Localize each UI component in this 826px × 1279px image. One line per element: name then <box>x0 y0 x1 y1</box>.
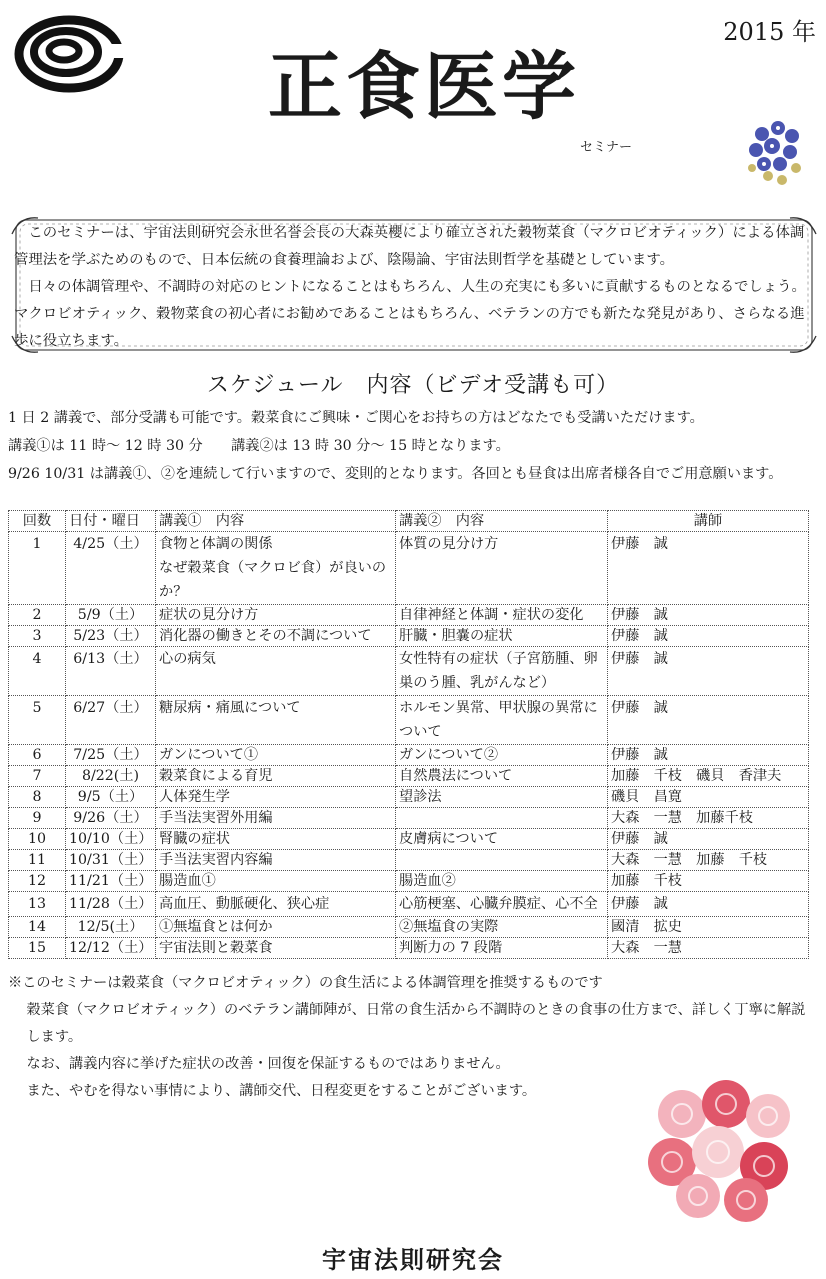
cell-line: 心の病気 <box>159 651 216 667</box>
cell-line: 女性特有の症状（子宮筋腫、卵巣のう腫、乳がんなど） <box>399 651 598 691</box>
schedule-body <box>9 532 809 959</box>
row-teacher: 伊藤 誠 <box>608 745 809 766</box>
organization-name: 宇宙法則研究会 <box>322 1245 504 1274</box>
schedule-note: 講義①は 11 時～ 12 時 30 分 講義②は 13 時 30 分～ 15 時となります。 <box>8 438 510 454</box>
row-date: 9/5（土） <box>66 787 156 808</box>
row-number: 15 <box>9 938 66 959</box>
row-number: 8 <box>9 787 66 808</box>
table-row <box>9 605 809 626</box>
cell-line: 肝臓・胆嚢の症状 <box>399 628 513 644</box>
row-number: 2 <box>9 605 66 626</box>
row-date: 12/12（土） <box>66 938 156 959</box>
cell-line: ガンについて① <box>159 747 259 763</box>
row-number: 6 <box>9 745 66 766</box>
row-number: 1 <box>9 532 66 605</box>
cell-line: 高血圧、動脈硬化、狭心症 <box>159 896 330 912</box>
row-teacher: 伊藤 誠 <box>608 532 809 605</box>
cell-line: 腸造血② <box>399 873 456 889</box>
cell-line: ②無塩食の実際 <box>399 919 499 935</box>
row-lecture-1 <box>156 917 396 938</box>
row-date: 6/27（土） <box>66 696 156 745</box>
row-date: 12/5(土） <box>66 917 156 938</box>
row-number: 13 <box>9 892 66 917</box>
cell-line: 消化器の働きとその不調について <box>159 628 372 644</box>
row-teacher: 伊藤 誠 <box>608 626 809 647</box>
row-lecture-1 <box>156 787 396 808</box>
row-date: 4/25（土） <box>66 532 156 605</box>
year-label: 2015 年 <box>723 18 816 46</box>
row-lecture-1 <box>156 626 396 647</box>
row-teacher: 伊藤 誠 <box>608 647 809 696</box>
table-row <box>9 647 809 696</box>
row-lecture-1 <box>156 892 396 917</box>
cell-line: 腸造血① <box>159 873 216 889</box>
row-teacher: 磯貝 昌寛 <box>608 787 809 808</box>
row-lecture-2 <box>396 605 608 626</box>
column-header: 日付・曜日 <box>66 511 156 532</box>
row-number: 12 <box>9 871 66 892</box>
row-lecture-2 <box>396 829 608 850</box>
schedule-heading: スケジュール 内容（ビデオ受講も可） <box>206 373 620 398</box>
cell-line: ガンについて② <box>399 747 499 763</box>
row-teacher: 加藤 千枝 磯貝 香津夫 <box>608 766 809 787</box>
cell-line: ホルモン異常、甲状腺の異常について <box>399 700 598 740</box>
row-date: 6/13（土） <box>66 647 156 696</box>
rose-bouquet-icon <box>642 1074 808 1224</box>
row-lecture-2 <box>396 745 608 766</box>
cell-line: 自然農法について <box>399 768 513 784</box>
cell-line: 腎臓の症状 <box>159 831 230 847</box>
cell-line: 宇宙法則と穀菜食 <box>159 940 273 956</box>
cell-line: 手当法実習外用編 <box>159 810 273 826</box>
row-date: 11/21（土） <box>66 871 156 892</box>
row-date: 8/22(土) <box>66 766 156 787</box>
row-lecture-2 <box>396 871 608 892</box>
page-subtitle: セミナー <box>580 140 633 155</box>
cell-line: 穀菜食による育児 <box>159 768 273 784</box>
row-lecture-1 <box>156 871 396 892</box>
row-lecture-2 <box>396 787 608 808</box>
footnote: ※このセミナーは穀菜食（マクロビオティック）の食生活による体調管理を推奨するものです <box>8 975 603 991</box>
row-teacher: 大森 一慧 <box>608 938 809 959</box>
row-date: 5/9（土） <box>66 605 156 626</box>
table-row <box>9 766 809 787</box>
row-teacher: 伊藤 誠 <box>608 829 809 850</box>
row-lecture-1 <box>156 850 396 871</box>
table-row <box>9 938 809 959</box>
row-date: 10/31（土） <box>66 850 156 871</box>
row-number: 10 <box>9 829 66 850</box>
row-number: 11 <box>9 850 66 871</box>
row-number: 3 <box>9 626 66 647</box>
row-lecture-2 <box>396 647 608 696</box>
table-row <box>9 829 809 850</box>
row-number: 14 <box>9 917 66 938</box>
row-lecture-2 <box>396 938 608 959</box>
row-lecture-1 <box>156 532 396 605</box>
cell-line: 自律神経と体調・症状の変化 <box>399 607 584 623</box>
row-lecture-2 <box>396 892 608 917</box>
cell-line: 食物と体調の関係 <box>159 536 273 552</box>
cell-line: 糖尿病・痛風について <box>159 700 301 716</box>
cell-line: 手当法実習内容編 <box>159 852 273 868</box>
row-lecture-2 <box>396 917 608 938</box>
table-row <box>9 745 809 766</box>
row-date: 11/28（土） <box>66 892 156 917</box>
footnote: なお、講義内容に挙げた症状の改善・回復を保証するものではありません。 <box>26 1056 510 1072</box>
row-date: 7/25（土） <box>66 745 156 766</box>
row-date: 5/23（土） <box>66 626 156 647</box>
page-title: 正食医学 <box>268 44 580 130</box>
table-row <box>9 871 809 892</box>
table-row <box>9 808 809 829</box>
footnote: また、やむを得ない事情により、講師交代、日程変更をすることがございます。 <box>26 1083 537 1099</box>
column-header: 講義② 内容 <box>396 511 608 532</box>
spiral-logo-icon <box>14 14 124 94</box>
row-lecture-1 <box>156 647 396 696</box>
table-row <box>9 892 809 917</box>
footnote: 穀菜食（マクロビオティック）のベテラン講師陣が、日常の食生活から不調時のときの食事の仕方まで、詳しく丁寧に解説します。 <box>26 1002 806 1045</box>
schedule-note: 1 日 2 講義で、部分受講も可能です。穀菜食にご興味・ご関心をお持ちの方はどなたでも受講いただけます。 <box>8 410 704 426</box>
table-header-row <box>9 511 809 532</box>
row-lecture-1 <box>156 766 396 787</box>
row-teacher: 加藤 千枝 <box>608 871 809 892</box>
hydrangea-icon <box>742 118 808 190</box>
column-header: 講師 <box>608 511 809 532</box>
row-teacher: 大森 一慧 加藤 千枝 <box>608 850 809 871</box>
cell-line: 症状の見分け方 <box>159 607 259 623</box>
row-lecture-1 <box>156 745 396 766</box>
row-teacher: 伊藤 誠 <box>608 605 809 626</box>
row-date: 9/26（土） <box>66 808 156 829</box>
cell-line: 望診法 <box>399 789 442 805</box>
table-row <box>9 850 809 871</box>
row-teacher: 伊藤 誠 <box>608 696 809 745</box>
row-lecture-1 <box>156 829 396 850</box>
intro-paragraph-1: このセミナーは、宇宙法則研究会永世名誉会長の大森英櫻により確立された穀物菜食（マクロビオティック）による体調管理法を学ぶためのもので、日本伝統の食養理論および、陰陽論、宇宙法則哲学を基礎としています。 <box>14 225 805 268</box>
row-lecture-1 <box>156 938 396 959</box>
table-row <box>9 917 809 938</box>
row-lecture-1 <box>156 808 396 829</box>
row-lecture-1 <box>156 605 396 626</box>
row-teacher: 大森 一慧 加藤千枝 <box>608 808 809 829</box>
row-lecture-1 <box>156 696 396 745</box>
cell-line: ①無塩食とは何か <box>159 919 273 935</box>
schedule-table <box>8 510 809 959</box>
row-number: 5 <box>9 696 66 745</box>
row-lecture-2 <box>396 808 608 829</box>
row-lecture-2 <box>396 532 608 605</box>
row-date: 10/10（土） <box>66 829 156 850</box>
schedule-notes <box>8 404 818 488</box>
table-row <box>9 696 809 745</box>
schedule-note: 9/26 10/31 は講義①、②を連続して行いますので、変則的となります。各回とも昼食は出席者様各自でご用意願います。 <box>8 466 783 482</box>
cell-line: 体質の見分け方 <box>399 536 499 552</box>
row-lecture-2 <box>396 696 608 745</box>
table-row <box>9 626 809 647</box>
cell-line: 心筋梗塞、心臓弁膜症、心不全 <box>399 896 598 912</box>
row-teacher: 伊藤 誠 <box>608 892 809 917</box>
intro-paragraph-2: 日々の体調管理や、不調時の対応のヒントになることはもちろん、人生の充実にも多いに貢献するものとなるでしょう。 マクロビオティック、穀物菜食の初心者にお勧めであることはもちろん、ベテランの方でも新たな発見があり、さらなる進歩に役立ちます。 <box>14 279 814 349</box>
table-row <box>9 532 809 605</box>
row-number: 4 <box>9 647 66 696</box>
row-lecture-2 <box>396 626 608 647</box>
column-header: 回数 <box>9 511 66 532</box>
column-header: 講義① 内容 <box>156 511 396 532</box>
row-lecture-2 <box>396 850 608 871</box>
table-row <box>9 787 809 808</box>
row-lecture-2 <box>396 766 608 787</box>
cell-line: 人体発生学 <box>159 789 230 805</box>
row-number: 9 <box>9 808 66 829</box>
row-teacher: 國清 拡史 <box>608 917 809 938</box>
cell-line: 皮膚病について <box>399 831 499 847</box>
row-number: 7 <box>9 766 66 787</box>
intro-text <box>14 220 814 355</box>
cell-line: 判断力の 7 段階 <box>399 940 503 956</box>
cell-line: なぜ穀菜食（マクロビ食）が良いのか？ <box>159 560 387 600</box>
